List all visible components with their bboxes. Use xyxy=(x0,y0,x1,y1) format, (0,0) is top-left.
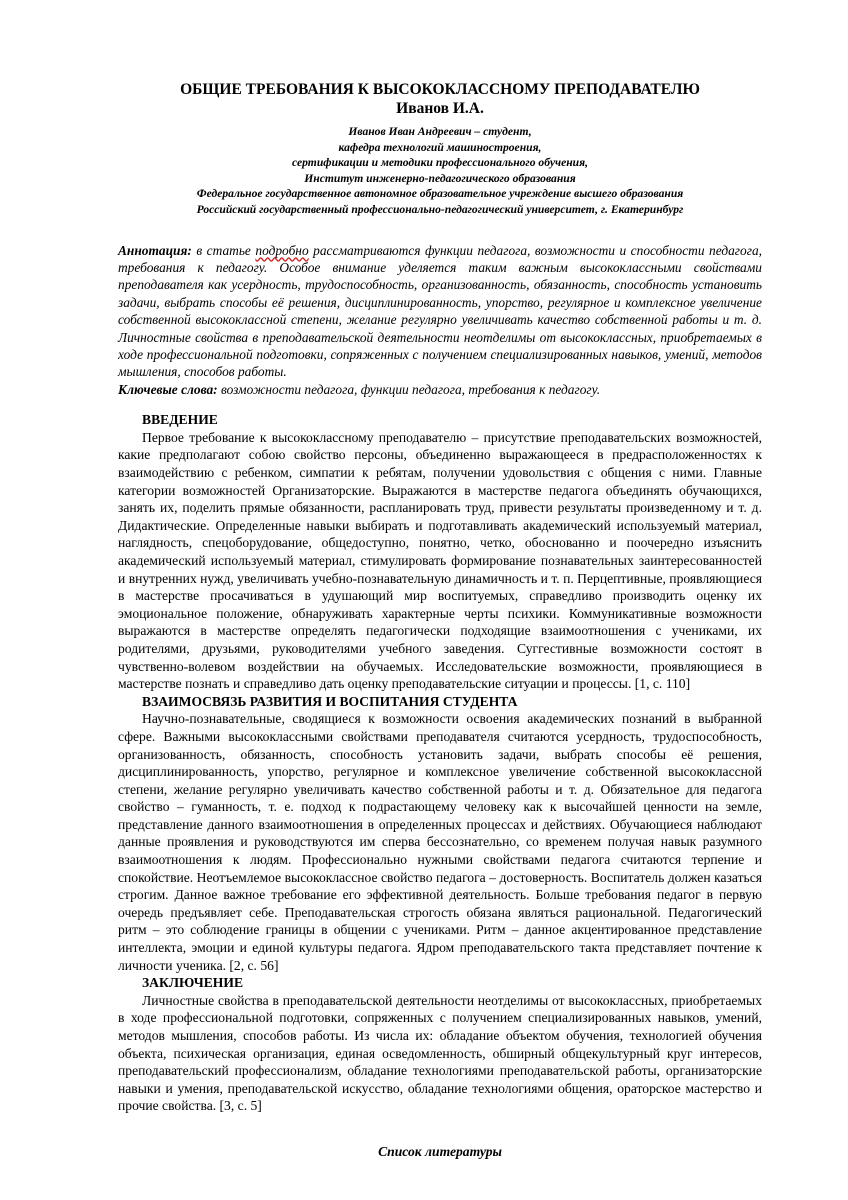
section-conclusion xyxy=(118,974,762,1115)
section-heading: ВЗАИМОСВЯЗЬ РАЗВИТИЯ И ВОСПИТАНИЯ СТУДЕНТА xyxy=(142,693,518,709)
abstract-text: рассматриваются функции педагога, возможности и способности педагога, требования к педагогу. Особое внимание уделяется таким важным высококлассными свойствами преподавателя как усердность, трудоспособность, организованность, обязанность, способность установить задачи, выбрать способы её решения, дисциплинированность, упорство, регулярное и комплексное увеличение собственной высококлассной степени, желание регулярно увеличивать качество собственной работы и т. д. Личностные свойства в преподавательской деятельности неотделимы от высококлассных, приобретаемых в ходе профессиональной подготовки, сопряженных с получением специализированных навыков, умений, методов мышления, способов работы. xyxy=(118,242,762,380)
references-title: Список литературы xyxy=(378,1143,502,1159)
abstract xyxy=(118,242,762,381)
section-paragraph: Научно-познавательные, сводящиеся к возможности освоения академических познаний в выбранной сфере. Важными высококлассными свойствами преподавателя считаются усердность, трудоспособность, организованность, обязанность, способность установить задачи, выбрать способы её решения, дисциплинированность, упорство, регулярное и комплексное увеличение собственной высококлассной степени, желание регулярно увеличивать качество собственной работы и т. д. Обязательное для педагога свойство – гуманность, т. е. подход к подрастающему человеку как к высочайшей ценности на земле, представление данного взаимоотношения в определенных процессах и действиях. Обучающиеся наблюдают данные проявления и руководствуются им сперва бессознательно, со временем получая навык разумного взаимоотношения к людям. Профессионально нужными свойствами педагога считаются терпение и спокойствие. Неотъемлемое высококлассное свойство педагога – достоверность. Воспитатель должен казаться строгим. Данное важное требование его эффективной деятельность. Больше требования педагог в первую очередь предъявляет себе. Преподавательская строгость обязана являться рациональной. Педагогический ритм – это соблюдение границы в общении с учениками. Ритм – данное акцентированное представление интеллекта, эмоции и единой культуры педагога. Ядром преподавательского такта представляет почтение к личности ученика. [2, с. 56] xyxy=(118,711,762,973)
author-affiliation xyxy=(118,124,762,218)
affiliation-line: кафедра технологий машиностроения, xyxy=(338,140,542,154)
affiliation-line: Российский государственный профессионально-педагогический университет, г. Екатеринбург xyxy=(196,202,684,216)
section-heading: ВВЕДЕНИЕ xyxy=(142,412,218,428)
author-name: Иванов И.А. xyxy=(396,100,484,117)
affiliation-line: Федеральное государственное автономное образовательное учреждение высшего образования xyxy=(196,187,684,201)
abstract-block xyxy=(118,242,762,399)
section-paragraph: Личностные свойства в преподавательской деятельности неотделимы от высококлассных, приобретаемых в ходе профессиональной подготовки, сопряженных с получением специализированных навыков, умений, методов мышления, способов работы. Из числа их: обладание объектом обучения, технологией обучения объекта, психическая организация, единая осведомленность, обширный общекультурный круг интересов, преподавательский профессионализм, обладание технологиями преподавательской работы, организаторские навыки и умения, преподавательской искусство, обладание технологиями общения, ораторское мастерство и прочие свойства. [3, с. 5] xyxy=(118,992,762,1114)
affiliation-line: сертификации и методики профессионального обучения, xyxy=(292,156,588,170)
affiliation-line: Иванов Иван Андреевич – студент, xyxy=(348,125,532,138)
paper-title: ОБЩИЕ ТРЕБОВАНИЯ К ВЫСОКОКЛАССНОМУ ПРЕПОДАВАТЕЛЮ xyxy=(180,81,700,98)
section-heading: ЗАКЛЮЧЕНИЕ xyxy=(142,975,244,991)
keywords xyxy=(118,381,762,398)
affiliation-line: Институт инженерно-педагогического образования xyxy=(304,171,576,185)
section-relationship xyxy=(118,693,762,975)
keywords-label: Ключевые слова: xyxy=(118,381,218,397)
abstract-label: Аннотация: xyxy=(118,242,192,258)
section-paragraph: Первое требование к высококлассному преподавателю – присутствие преподавательских возможностей, какие предполагают собою свойство персоны, объединенно выражающееся в предрасположенностях к взаимодействию с ребенком, симпатии к ребятам, получении удовольствия с общения с ними. Главные категории возможностей Организаторские. Выражаются в мастерстве педагога объединять обучающихся, занять их, поделить прямые обязанности, распланировать труд, привести результаты произведенному и т. д. Дидактические. Определенные навыки выбирать и подготавливать академический используемый материал, наглядность, спецоборудование, общедоступно, понятно, четко, обоснованно и поочередно изъяснить академический используемый материал, стимулировать формирование познавательных заинтересованностей и внутренних нужд, увеличивать учебно-познавательную динамичность и т. п. Перцептивные, проявляющиеся в мастерстве просачиваться в удушающий мир воспитуемых, справедливо производить оценку их эмоциональное положение, обнаруживать характерные черты психики. Коммуникативные возможности выражаются в мастерстве определять педагогически подходящие взаимоотношения с учениками, их родителями, друзьями, руководителями учебного заведения. Суггестивные возможности состоят в чувственно-волевом воздействии на обучаемых. Исследовательские возможности, проявляющиеся в мастерстве познать и справедливо дать оценку преподавательские ситуации и процессы. [1, с. 110] xyxy=(118,429,762,692)
abstract-lead: в статье xyxy=(191,242,256,258)
section-introduction xyxy=(118,411,762,693)
keywords-text: возможности педагога, функции педагога, требования к педагогу. xyxy=(217,381,601,397)
spellcheck-flagged-word[interactable]: подробно xyxy=(255,242,309,258)
